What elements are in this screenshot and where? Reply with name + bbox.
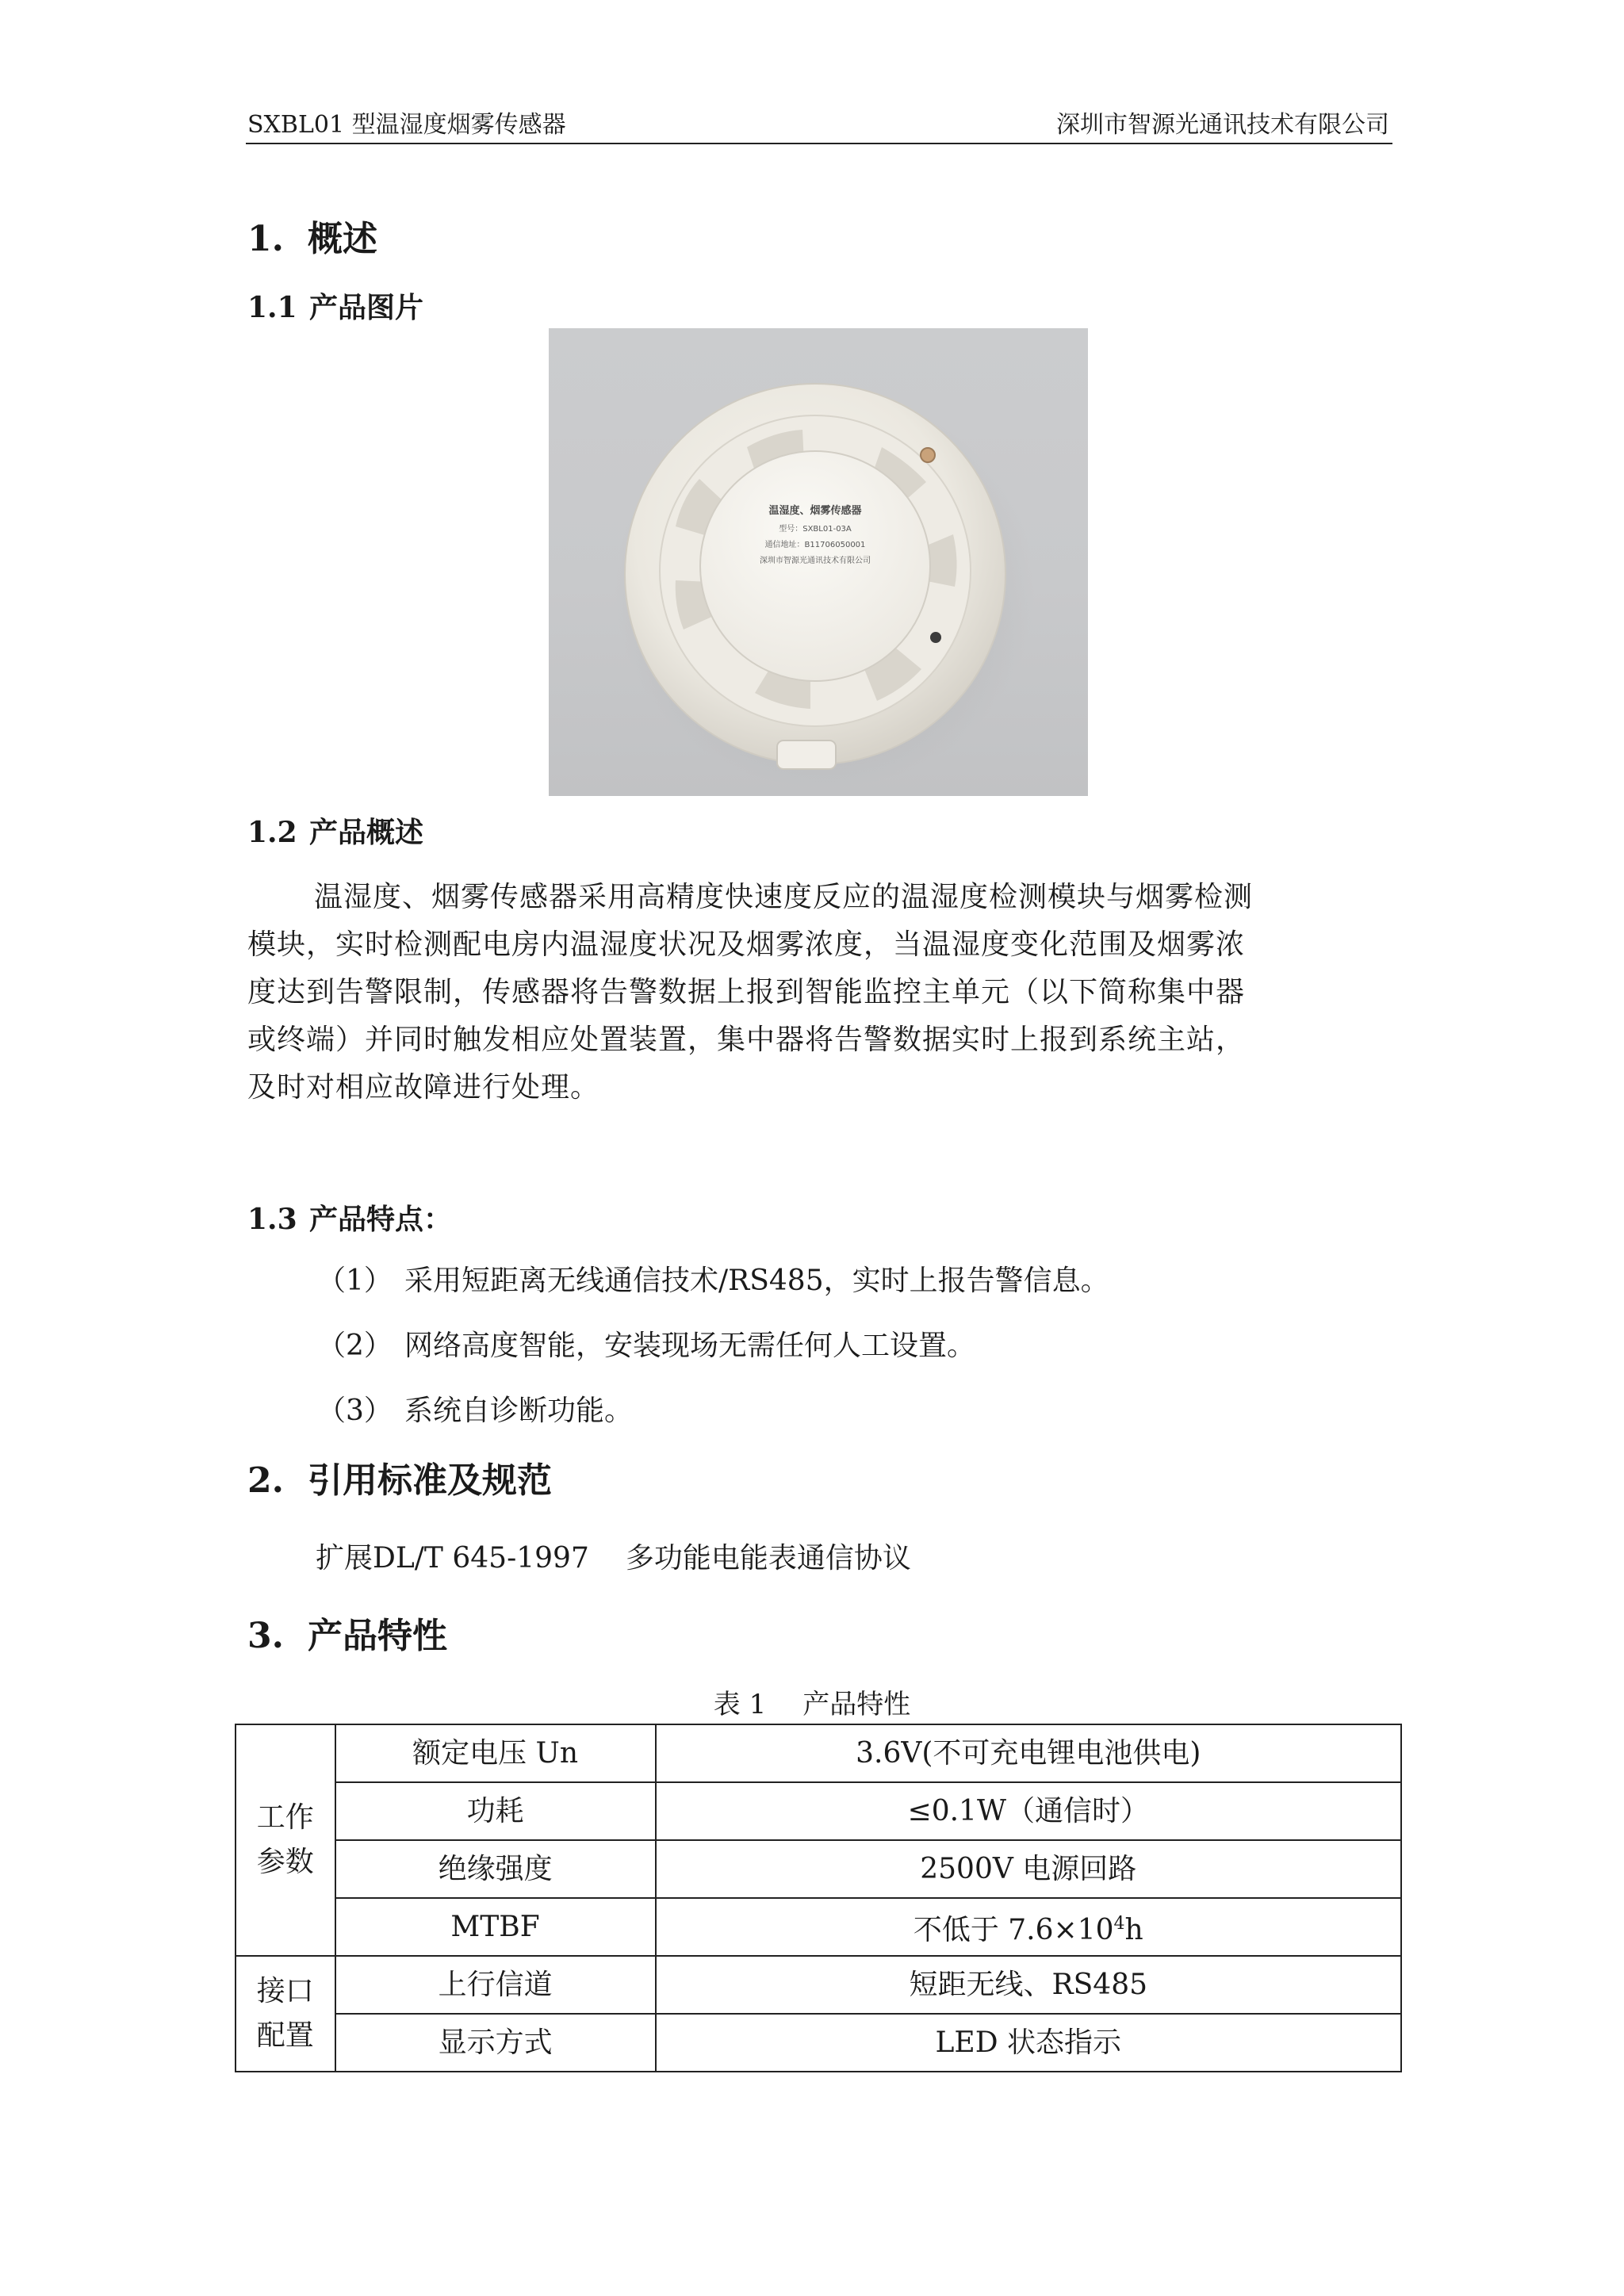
feature-text: 采用短距离无线通信技术/RS485，实时上报告警信息。 [404, 1265, 1109, 1297]
feature-number: （3） [317, 1395, 393, 1427]
photo-label-line2: 型号：SXBL01-03A [779, 525, 852, 534]
mtbf-value-exponent: 4 [1113, 1913, 1125, 1934]
feature-text: 网络高度智能，安装现场无需任何人工设置。 [404, 1330, 976, 1362]
section-number: 1. [247, 219, 284, 259]
param-cell: MTBF [335, 1898, 656, 1956]
param-cell: 额定电压 Un [335, 1724, 656, 1782]
subsection-title: 产品概述 [309, 816, 424, 849]
subsection-number: 1.1 [247, 291, 297, 324]
standard-reference [316, 1540, 911, 1578]
product-photo [549, 328, 1088, 796]
table-caption-title: 产品特性 [802, 1689, 911, 1720]
feature-number: （2） [317, 1330, 393, 1362]
smoke-sensor-image [549, 328, 1088, 796]
value-cell: LED 状态指示 [656, 2014, 1401, 2072]
spec-table [235, 1724, 1402, 2072]
section-number: 3. [247, 1616, 284, 1656]
table-row [236, 2014, 1401, 2072]
table-row [236, 1840, 1401, 1898]
subsection-1-1-heading [247, 289, 423, 327]
overview-line: 及时对相应故障进行处理。 [247, 1071, 600, 1104]
table-row [236, 1956, 1401, 2014]
section-number: 2. [247, 1460, 284, 1501]
param-cell: 显示方式 [335, 2014, 656, 2072]
subsection-1-2-heading [247, 813, 423, 851]
photo-label-line1: 温湿度、烟雾传感器 [768, 505, 862, 517]
table-row [236, 1782, 1401, 1840]
feature-item [317, 1392, 633, 1430]
overview-line: 度达到告警限制，传感器将告警数据上报到智能监控主单元（以下简称集中器 [247, 976, 1246, 1008]
section-title: 产品特性 [308, 1616, 447, 1656]
standard-code: 扩展DL/T 645-1997 [316, 1542, 589, 1575]
overview-line: 模块，实时检测配电房内温湿度状况及烟雾浓度，当温湿度变化范围及烟雾浓 [247, 928, 1246, 961]
param-cell: 绝缘强度 [335, 1840, 656, 1898]
table-caption [0, 1687, 1624, 1722]
group-working-params: 工作参数 [236, 1724, 335, 1956]
header-right: 深圳市智源光通讯技术有限公司 [1056, 111, 1389, 139]
table-row [236, 1898, 1401, 1956]
value-cell: 短距无线、RS485 [656, 1956, 1401, 2014]
feature-number: （1） [317, 1265, 393, 1297]
subsection-title: 产品图片 [309, 291, 424, 324]
section-title: 概述 [308, 219, 377, 259]
subsection-number: 1.2 [247, 816, 297, 849]
mtbf-value-unit: h [1124, 1913, 1143, 1946]
header-left: SXBL01 型温湿度烟雾传感器 [247, 111, 566, 139]
group-interface-config: 接口配置 [236, 1956, 335, 2072]
overview-paragraph [247, 874, 1373, 1112]
feature-text: 系统自诊断功能。 [404, 1395, 634, 1427]
section-1-heading [247, 217, 377, 262]
value-cell: 2500V 电源回路 [656, 1840, 1401, 1898]
value-cell: 3.6V(不可充电锂电池供电) [656, 1724, 1401, 1782]
feature-item [317, 1262, 1109, 1300]
value-cell: ≤0.1W（通信时） [656, 1782, 1401, 1840]
value-cell [656, 1898, 1401, 1956]
feature-item [317, 1327, 975, 1365]
subsection-title: 产品特点： [309, 1203, 453, 1236]
mtbf-value-prefix: 不低于 7.6×10 [913, 1913, 1114, 1946]
photo-label-line3: 通信地址：B11706050001 [764, 541, 866, 549]
subsection-number: 1.3 [247, 1203, 297, 1236]
overview-line: 或终端）并同时触发相应处置装置，集中器将告警数据实时上报到系统主站， [247, 1024, 1246, 1056]
param-cell: 上行信道 [335, 1956, 656, 2014]
section-title: 引用标准及规范 [308, 1460, 552, 1501]
photo-label-line4: 深圳市智源光通讯技术有限公司 [760, 557, 871, 565]
header-divider [246, 143, 1392, 144]
param-cell: 功耗 [335, 1782, 656, 1840]
table-row [236, 1724, 1401, 1782]
section-3-heading [247, 1614, 447, 1659]
overview-line: 温湿度、烟雾传感器采用高精度快速度反应的温湿度检测模块与烟雾检测 [314, 881, 1254, 913]
section-2-heading [247, 1459, 552, 1503]
standard-name: 多功能电能表通信协议 [625, 1542, 911, 1575]
subsection-1-3-heading [247, 1200, 452, 1238]
table-caption-number: 表 1 [713, 1689, 767, 1720]
